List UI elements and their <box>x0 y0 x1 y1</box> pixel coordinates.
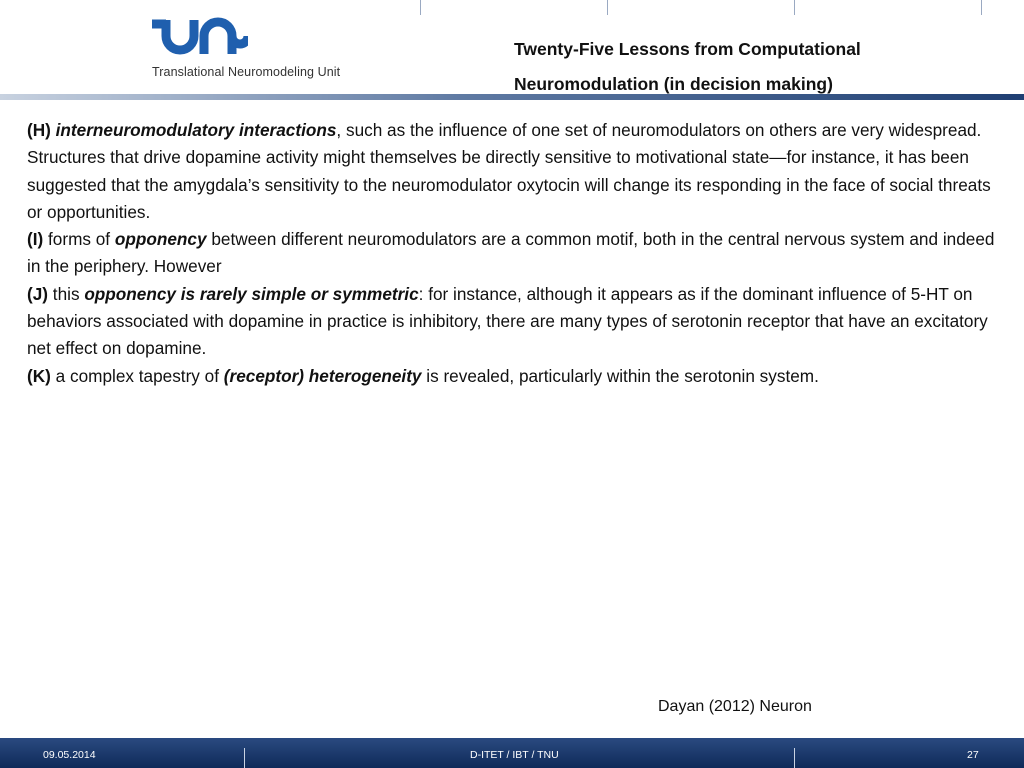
paragraph-emphasis: (receptor) heterogeneity <box>223 365 422 386</box>
page-number: 27 <box>967 749 979 761</box>
paragraph-label: (J) <box>27 283 49 304</box>
citation: Dayan (2012) Neuron <box>658 698 812 715</box>
header-rule <box>0 94 1024 100</box>
slide-body <box>27 117 1002 390</box>
paragraph-j <box>27 281 1002 363</box>
paragraph-emphasis: interneuromodulatory interactions <box>55 120 337 140</box>
footer-separator <box>794 748 795 768</box>
paragraph-label: (K) <box>27 365 51 386</box>
slide-title-line-1: Twenty-Five Lessons from Computational <box>514 39 861 59</box>
footer-date: 09.05.2014 <box>43 749 96 761</box>
paragraph-post: between different neuromodulators are a common motif, both in the central nervous system and indeed in the periphery. However <box>27 229 995 277</box>
slide-title <box>514 32 934 102</box>
paragraph-label: (I) <box>27 229 44 250</box>
paragraph-label: (H) <box>27 120 51 140</box>
slide-title-line-2: Neuromodulation (in decision making) <box>514 74 833 94</box>
paragraph-h <box>27 117 1002 226</box>
paragraph-i <box>27 226 1002 281</box>
tnu-logo-icon <box>152 14 248 60</box>
footer-org: D-ITET / IBT / TNU <box>470 749 559 761</box>
footer-bar <box>0 738 1024 768</box>
paragraph-pre: this <box>48 283 85 304</box>
paragraph-post: , such as the influence of one set of neuromodulators on others are very widespread. Structures that drive dopamine activity might themselves be directly sensitive to motivational state—for instance, it has been suggested that the amygdala’s sensitivity to the neuromodulator oxytocin will change its responding in the face of social threats or opportunities. <box>27 120 991 222</box>
paragraph-k <box>27 363 1002 390</box>
logo-text: Translational Neuromodeling Unit <box>152 65 341 79</box>
paragraph-pre: a complex tapestry of <box>50 365 224 386</box>
paragraph-post: is revealed, particularly within the serotonin system. <box>421 365 819 386</box>
paragraph-emphasis: opponency <box>114 229 207 250</box>
tnu-logo <box>150 14 380 84</box>
footer-separator <box>244 748 245 768</box>
paragraph-post: : for instance, although it appears as if the dominant influence of 5-HT on behaviors associated with dopamine in practice is inhibitory, there are many types of serotonin receptor that have an excitatory net effect on dopamine. <box>27 283 988 359</box>
paragraph-pre: forms of <box>43 229 115 250</box>
paragraph-emphasis: opponency is rarely simple or symmetric <box>84 283 419 304</box>
